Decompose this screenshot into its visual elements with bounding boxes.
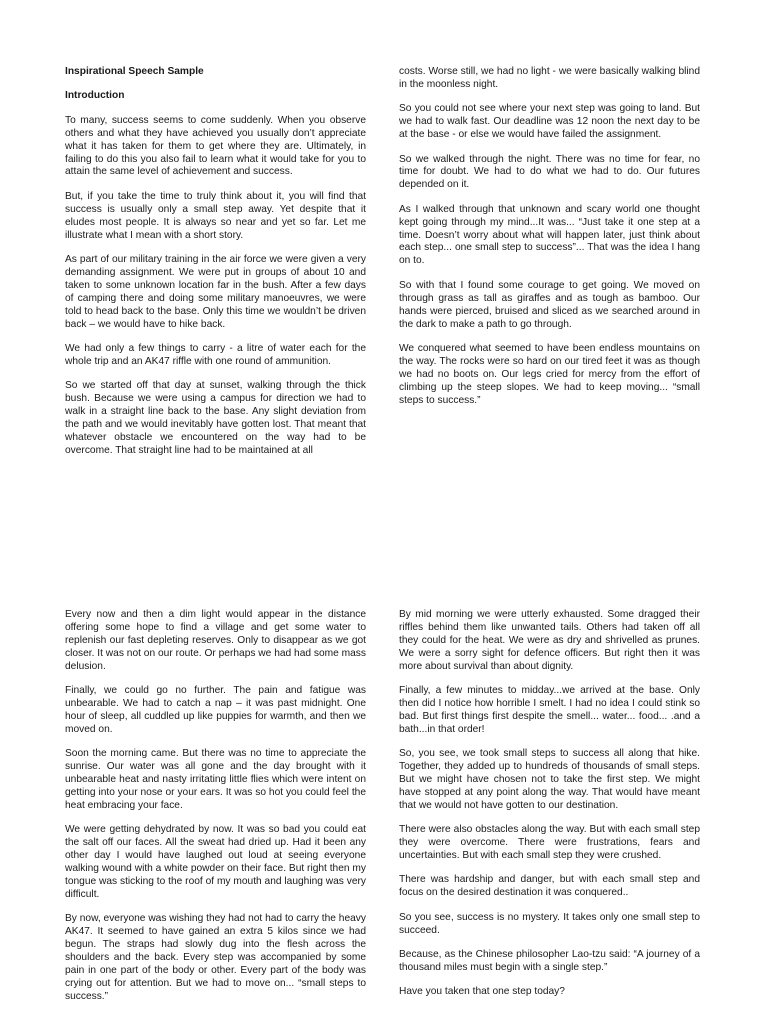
- paragraph: We were getting dehydrated by now. It was so bad you could eat the salt off our faces. All the sweat had dried up. Had it been any other day I would have laughed out loud at seeing everyone walking wound with a white powder on their face. But right then my tongue was sticking to the roof of my mouth and laughing was very difficult.: [65, 824, 366, 900]
- paragraph: Finally, we could go no further. The pain and fatigue was unbearable. We had to catch a nap – it was past midnight. One hour of sleep, all cuddled up like puppies for warmth, and then we moved on.: [65, 685, 366, 735]
- section-heading: Introduction: [65, 90, 125, 102]
- column-2: [399, 66, 700, 419]
- paragraph: Have you taken that one step today?: [399, 986, 565, 998]
- paragraph: By now, everyone was wishing they had not had to carry the heavy AK47. It seemed to have gained an extra 5 kilos since we had begun. The straps had slowly dug into the flesh across the shoulders and the back. Every step was accompanied by some pain in one part of the body or other. Every part of the body was crying out for attention. But we had to move on... “small steps to success.”: [65, 913, 366, 1002]
- paragraph: As part of our military training in the air force we were given a very demanding assignment. We were put in groups of about 10 and taken to some unknown location far in the bush. After a few days of camping there and doing some military manoeuvres, we were told to head back to the base. Only this time we wouldn’t be driven back – we would have to hike back.: [65, 253, 366, 330]
- paragraph: Every now and then a dim light would appear in the distance offering some hope to find a village and get some water to replenish our fast depleting reserves. Only to disappear as we got closer. It was not on our route. Or perhaps we had had some mass delusion.: [65, 609, 366, 672]
- paragraph: We had only a few things to carry - a litre of water each for the whole trip and an AK47 riffle with one round of ammunition.: [65, 342, 366, 367]
- document-title: Inspirational Speech Sample: [65, 66, 204, 77]
- paragraph: So you see, success is no mystery. It takes only one small step to succeed.: [399, 911, 700, 936]
- paragraph: So with that I found some courage to get going. We moved on through grass as tall as giraffes and as tough as bamboo. Our hands were pierced, bruised and sliced as we searched around in the dark to make a path to go through.: [399, 279, 700, 330]
- paragraph: So we walked through the night. There was no time for fear, no time for doubt. We had to do what we had to do. Our futures depended on it.: [399, 153, 700, 191]
- paragraph: By mid morning we were utterly exhausted. Some dragged their riffles behind them like unwanted tails. Others had taken off all they could for the heat. We were as dry and shrivelled as prunes. We were a sorry sight for defence officers. But right then it was more about survival than about dignity.: [399, 609, 700, 672]
- paragraph: There were also obstacles along the way. But with each small step they were overcome. There were frustrations, fears and uncertainties. But with each small step they were crushed.: [399, 824, 700, 861]
- paragraph: So we started off that day at sunset, walking through the thick bush. Because we were using a campus for direction we had to walk in a straight line back to the base. Any slight deviation from the path and we would inevitably have gotten lost. That meant that whatever obstacle we encountered on the way had to be overcome. That straight line had to be maintained at all: [65, 380, 366, 456]
- paragraph: To many, success seems to come suddenly. When you observe others and what they have achieved you usually don’t appreciate what it has taken for them to get where they are. Ultimately, in failing to do this you also fail to learn what it would take for you to attain the same level of achievement and success.: [65, 114, 366, 178]
- paragraph: We conquered what seemed to have been endless mountains on the way. The rocks were so hard on our tired feet it was as though we had no boots on. Our legs cried for mercy from the effort of climbing up the steep slopes. We had to keep moving... “small steps to success.”: [399, 342, 700, 406]
- paragraph: But, if you take the time to truly think about it, you will find that success is usually only a small step away. Yet despite that it eludes most people. It is always so near and yet so far. Let me illustrate what I mean with a short story.: [65, 190, 366, 241]
- column-1: [65, 66, 366, 469]
- paragraph: There was hardship and danger, but with each small step and focus on the desired destination it was conquered..: [399, 874, 700, 899]
- paragraph: Finally, a few minutes to midday...we arrived at the base. Only then did I notice how horrible I smelt. I had no idea I could stink so bad. But first things first despite the smell... water... food... .and a bath...in that order!: [399, 685, 700, 735]
- paragraph: Because, as the Chinese philosopher Lao-tzu said: “A journey of a thousand miles must begin with a single step.”: [399, 949, 700, 973]
- paragraph: So, you see, we took small steps to success all along that hike. Together, they added up to hundreds of thousands of small steps. But we might have chosen not to take the first step. We might have stopped at any point along the way. That would have meant that we would not have gotten to our destination.: [399, 748, 700, 811]
- column-3: [65, 609, 366, 1015]
- paragraph: Soon the morning came. But there was no time to appreciate the sunrise. Our water was all gone and the day brought with it unbearable heat and nasty irritating little flies which were intent on getting into your nose or your ears. It was so hot you could feel the heat embracing your face.: [65, 748, 366, 811]
- paragraph: As I walked through that unknown and scary world one thought kept going through my mind...It was... “Just take it one step at a time. Doesn’t worry about what will happen later, just think about each step... one small step to success”... That was the idea I hang on to.: [399, 203, 700, 267]
- column-4: [399, 609, 700, 1011]
- paragraph: So you could not see where your next step was going to land. But we had to walk fast. Our deadline was 12 noon the next day to be at the base - or else we would have failed the assignment.: [399, 103, 700, 141]
- paragraph: costs. Worse still, we had no light - we were basically walking blind in the moonless night.: [399, 66, 700, 90]
